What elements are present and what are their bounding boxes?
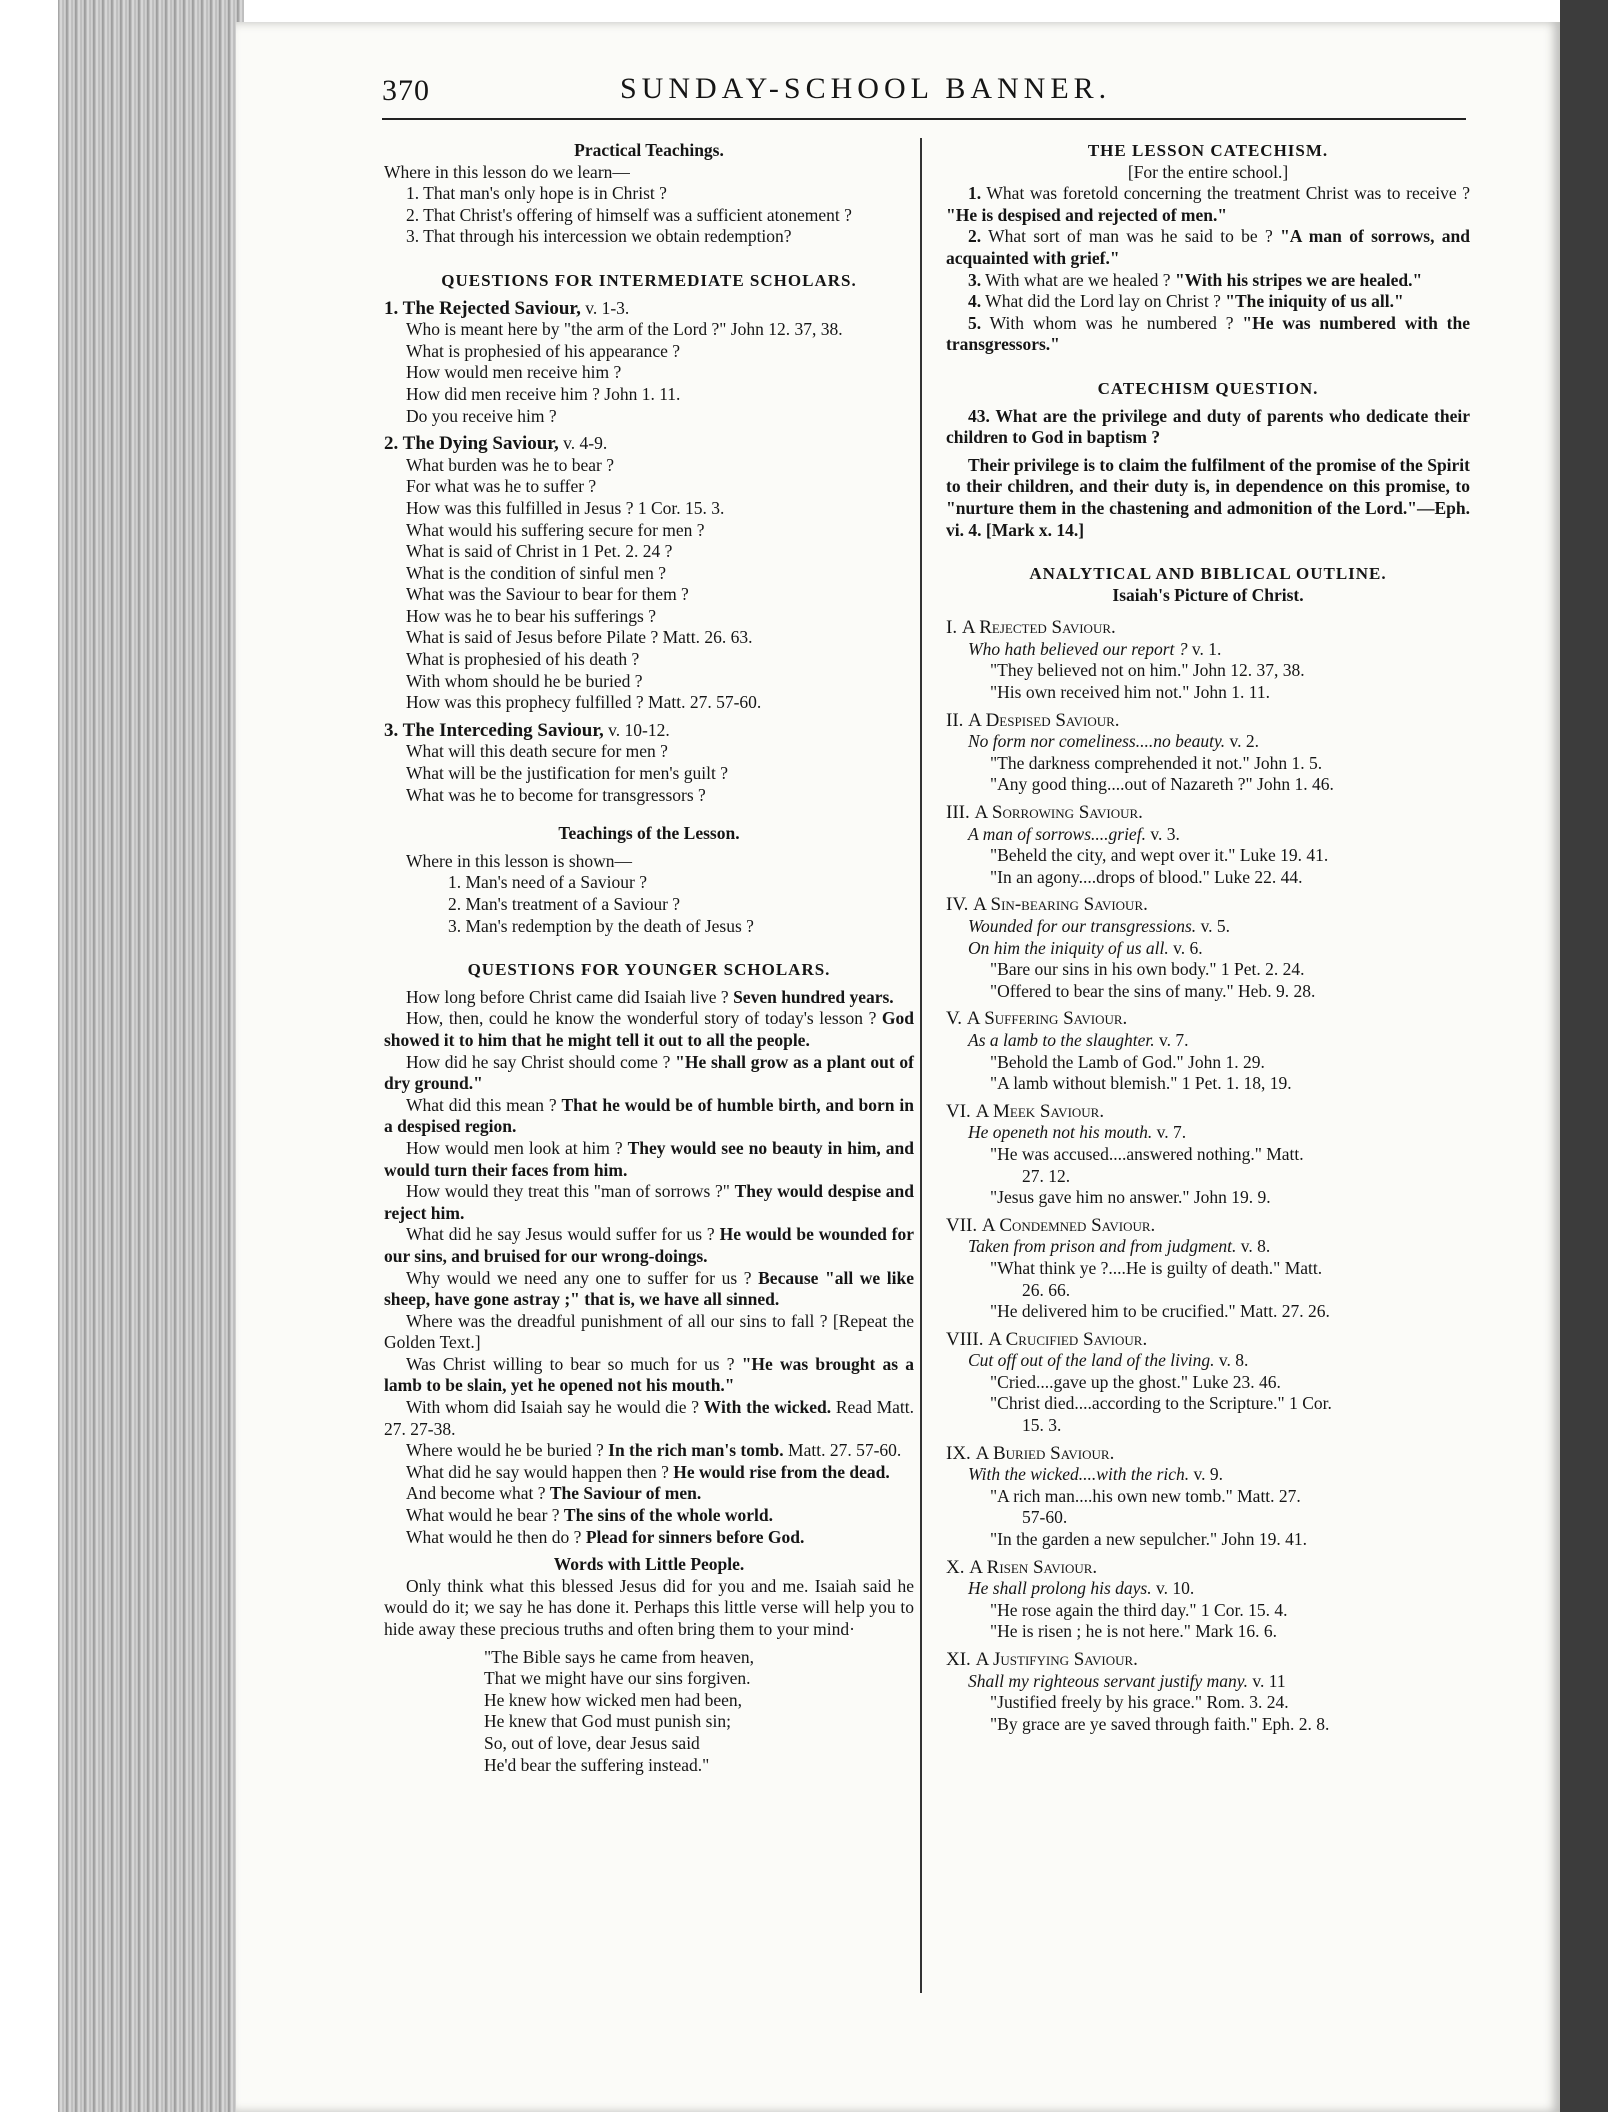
outline-numeral: VIII. xyxy=(946,1328,984,1350)
younger-qa-pair xyxy=(384,1462,914,1484)
intermediate-question: Do you receive him ? xyxy=(406,405,557,426)
outline-section-title xyxy=(946,1008,1470,1030)
younger-answer: "He shall grow as a plant out of dry ground." xyxy=(384,1051,915,1094)
outline-scripture-text: He shall prolong his days. xyxy=(968,1578,1152,1599)
outline-scripture-text: Cut off out of the land of the living. xyxy=(968,1350,1215,1371)
younger-question: What did he say Jesus would suffer for us ? xyxy=(406,1224,715,1245)
younger-answer: The Saviour of men. xyxy=(549,1483,702,1504)
outline-scripture xyxy=(946,1464,1470,1486)
outline-reference: "A lamb without blemish." 1 Pet. 1. 18, 19. xyxy=(990,1073,1292,1094)
catechism-item xyxy=(946,183,1470,226)
catechism-answer-text: Their privilege is to claim the fulfilment of the promise of the Spirit to their children, and their duty is, in dependence on this promise, to "nurture them in the chastening and admonition of the Lord."—Eph. vi. 4. [Mark x. 14.] xyxy=(946,454,1470,540)
younger-question: What would he then do ? xyxy=(406,1526,582,1547)
catechism-item xyxy=(946,226,1470,269)
outline-scripture xyxy=(946,1350,1470,1372)
outline-numeral: X. xyxy=(946,1556,965,1578)
outline-reference: "Any good thing....out of Nazareth ?" John 1. 46. xyxy=(990,774,1334,795)
catechism-question-text: 43. What are the privilege and duty of parents who dedicate their children to God in baptism ? xyxy=(946,405,1470,448)
outline-scripture-text: Taken from prison and from judgment. xyxy=(968,1236,1237,1257)
outline-title: A Buried Saviour. xyxy=(975,1442,1115,1464)
outline-sections xyxy=(946,617,1470,1741)
section-verse-ref: v. 10-12. xyxy=(603,719,670,740)
younger-qa-pair xyxy=(384,1008,914,1051)
outline-reference: "In the garden a new sepulcher." John 19. 41. xyxy=(990,1529,1308,1550)
intermediate-question: How did men receive him ? John 1. 11. xyxy=(406,383,681,404)
outline-reference: "Bare our sins in his own body." 1 Pet. 2. 24. xyxy=(990,959,1305,980)
younger-qa-pair xyxy=(384,1527,914,1549)
outline-verse: v. 9. xyxy=(1189,1464,1224,1485)
outline-reference: "The darkness comprehended it not." John 1. 5. xyxy=(990,752,1323,773)
outline-verse: v. 7. xyxy=(1154,1029,1189,1050)
outline-section-title xyxy=(946,1215,1470,1237)
outline-numeral: VII. xyxy=(946,1214,978,1236)
younger-qa xyxy=(384,987,914,1548)
younger-qa-pair xyxy=(384,1505,914,1527)
younger-question: Where was the dreadful punishment of all our sins to fall ? [Repeat the Golden Text.] xyxy=(384,1310,914,1353)
outline-scripture xyxy=(946,1578,1470,1600)
younger-answer: That he would be of humble birth, and born in a despised region. xyxy=(384,1094,914,1137)
intermediate-heading: QUESTIONS FOR INTERMEDIATE SCHOLARS. xyxy=(441,270,857,290)
catechism-number: 5. xyxy=(968,312,982,333)
catechism-item xyxy=(946,313,1470,356)
younger-question: Was Christ willing to bear so much for us ? xyxy=(406,1353,735,1374)
younger-answer: God showed it to him that he might tell it out to all the people. xyxy=(384,1008,915,1050)
outline-section-title xyxy=(946,802,1470,824)
younger-answer: He would be wounded for our sins, and bruised for our wrong-doings. xyxy=(384,1224,915,1266)
intermediate-section-title xyxy=(384,433,914,455)
catechism-answer: "He was numbered with the transgressors." xyxy=(946,312,1470,355)
catechism-question: What was foretold concerning the treatment Christ was to receive ? xyxy=(981,183,1470,204)
outline-numeral: VI. xyxy=(946,1100,971,1122)
younger-reference: Matt. 27. 57-60. xyxy=(783,1440,902,1461)
outline-verse: v. 7. xyxy=(1152,1122,1187,1143)
catechism-item xyxy=(946,270,1470,292)
outline-title: A Sorrowing Saviour. xyxy=(974,802,1143,824)
outline-reference: "He delivered him to be crucified." Matt. 27. 26. xyxy=(990,1301,1330,1322)
intermediate-question: What was the Saviour to bear for them ? xyxy=(406,584,689,605)
intermediate-question: How was this fulfilled in Jesus ? 1 Cor. 15. 3. xyxy=(406,497,725,518)
outline-reference: "A rich man....his own new tomb." Matt. 27. xyxy=(990,1485,1301,1506)
outline-title: A Suffering Saviour. xyxy=(966,1008,1128,1030)
outline-scripture-text: Who hath believed our report ? xyxy=(968,638,1188,659)
little-people-body: Only think what this blessed Jesus did for you and me. Isaiah said he would do it; we say he has done it. Perhaps this little verse will help you to hide away these precious truths and often bring them to your mind· xyxy=(384,1575,914,1639)
outline-reference: 26. 66. xyxy=(1022,1279,1071,1300)
younger-question: How, then, could he know the wonderful story of today's lesson ? xyxy=(406,1008,877,1029)
outline-scripture-text: As a lamb to the slaughter. xyxy=(968,1029,1155,1050)
outline-verse: v. 6. xyxy=(1168,937,1203,958)
outline-section-title xyxy=(946,1443,1470,1465)
outline-section-title xyxy=(946,1649,1470,1671)
outline-verse: v. 1. xyxy=(1187,638,1222,659)
intermediate-question: What will be the justification for men's guilt ? xyxy=(406,763,728,784)
outline-title: A Risen Saviour. xyxy=(969,1556,1098,1578)
poem xyxy=(384,1647,914,1777)
column-divider xyxy=(920,138,922,1993)
poem-line: So, out of love, dear Jesus said xyxy=(484,1732,700,1753)
outline-numeral: I. xyxy=(946,617,958,639)
catechism-question: What did the Lord lay on Christ ? xyxy=(981,291,1221,312)
intermediate-question: What is the condition of sinful men ? xyxy=(406,562,667,583)
younger-answer: They would despise and reject him. xyxy=(384,1181,914,1223)
right-column xyxy=(946,140,1470,1741)
intermediate-question: How was he to bear his sufferings ? xyxy=(406,605,656,626)
intermediate-question: What burden was he to bear ? xyxy=(406,454,614,475)
younger-answer: They would see no beauty in him, and would turn their faces from him. xyxy=(384,1137,914,1180)
outline-section-title xyxy=(946,617,1470,639)
catechism-answer: "The iniquity of us all." xyxy=(1220,291,1404,312)
outline-reference: "Jesus gave him no answer." John 19. 9. xyxy=(990,1187,1271,1208)
intermediate-question: How would men receive him ? xyxy=(406,362,622,383)
intermediate-question: What was he to become for transgressors ? xyxy=(406,784,706,805)
younger-qa-pair xyxy=(384,1397,914,1440)
page-stack-edge xyxy=(58,0,244,2112)
left-column xyxy=(384,140,914,1776)
younger-qa-pair xyxy=(384,1224,914,1267)
intermediate-question: Who is meant here by "the arm of the Lord ?" John 12. 37, 38. xyxy=(406,319,843,340)
outline-reference: 57-60. xyxy=(1022,1507,1068,1528)
outline-subheading: Isaiah's Picture of Christ. xyxy=(1112,584,1304,605)
younger-qa-pair xyxy=(384,1095,914,1138)
younger-answer: The sins of the whole world. xyxy=(563,1505,773,1526)
outline-title: A Condemned Saviour. xyxy=(981,1214,1156,1236)
outline-reference: "In an agony....drops of blood." Luke 22. 44. xyxy=(990,866,1303,887)
outline-title: A Rejected Saviour. xyxy=(961,617,1116,639)
practical-items xyxy=(384,183,914,248)
outline-scripture-text: Wounded for our transgressions. xyxy=(968,916,1197,936)
teachings-item: 2. Man's treatment of a Saviour ? xyxy=(448,894,681,914)
younger-question: How would they treat this "man of sorrows ?" xyxy=(406,1181,730,1202)
younger-question: With whom did Isaiah say he would die ? xyxy=(406,1397,699,1418)
section-title-text: 3. The Interceding Saviour, xyxy=(384,719,604,741)
catechism-answer: "He is despised and rejected of men." xyxy=(946,204,1228,225)
intermediate-question: What will this death secure for men ? xyxy=(406,741,668,762)
outline-reference: "They believed not on him." John 12. 37, 38. xyxy=(990,660,1305,681)
outline-title: A Meek Saviour. xyxy=(975,1100,1105,1122)
outline-verse: v. 8. xyxy=(1236,1236,1271,1257)
catechism-number: 1. xyxy=(968,183,982,204)
intermediate-question: What is said of Jesus before Pilate ? Matt. 26. 63. xyxy=(406,627,753,648)
younger-qa-pair xyxy=(384,1052,914,1095)
younger-question: How did he say Christ should come ? xyxy=(406,1051,671,1072)
intermediate-question: What is prophesied of his appearance ? xyxy=(406,340,681,361)
poem-line: That we might have our sins forgiven. xyxy=(484,1668,751,1689)
outline-numeral: II. xyxy=(946,709,964,731)
catechism-question: What sort of man was he said to be ? xyxy=(981,226,1273,247)
page-number: 370 xyxy=(382,74,430,107)
poem-line: He knew how wicked men had been, xyxy=(484,1689,743,1710)
outline-title: A Sin-bearing Saviour. xyxy=(973,894,1148,916)
practical-item: 2. That Christ's offering of himself was a sufficient atonement ? xyxy=(406,204,852,225)
little-people-heading: Words with Little People. xyxy=(553,1554,745,1575)
outline-section-title xyxy=(946,894,1470,916)
outline-scripture-text: A man of sorrows....grief. xyxy=(968,823,1146,844)
teachings-heading: Teachings of the Lesson. xyxy=(558,823,740,844)
outline-reference: 15. 3. xyxy=(1022,1415,1062,1436)
intermediate-section-title xyxy=(384,720,914,742)
outline-reference: "Cried....gave up the ghost." Luke 23. 46. xyxy=(990,1371,1281,1392)
younger-answer: Seven hundred years. xyxy=(733,986,894,1007)
teachings-items xyxy=(384,872,914,937)
poem-line: He knew that God must punish sin; xyxy=(484,1711,731,1732)
catechism-number: 4. xyxy=(968,291,982,312)
practical-item: 3. That through his intercession we obtain redemption? xyxy=(406,226,792,247)
younger-qa-pair xyxy=(384,1181,914,1224)
running-title: SUNDAY-SCHOOL BANNER. xyxy=(620,72,1112,105)
younger-qa-pair xyxy=(384,1268,914,1311)
lesson-catechism-sub: [For the entire school.] xyxy=(1127,161,1289,182)
outline-reference: 27. 12. xyxy=(1022,1165,1071,1186)
outline-numeral: IV. xyxy=(946,894,969,916)
header-rule xyxy=(382,118,1466,120)
practical-intro: Where in this lesson do we learn— xyxy=(384,161,630,182)
outline-scripture xyxy=(946,824,1470,846)
lesson-catechism-heading: THE LESSON CATECHISM. xyxy=(1087,141,1329,160)
teachings-item: 1. Man's need of a Saviour ? xyxy=(448,872,648,893)
outline-verse: v. 2. xyxy=(1225,731,1260,752)
spacer xyxy=(946,1735,1470,1741)
younger-question: What did this mean ? xyxy=(406,1094,557,1115)
poem-line: He'd bear the suffering instead." xyxy=(484,1754,710,1775)
younger-answer: Plead for sinners before God. xyxy=(585,1526,805,1547)
outline-scripture-text: With the wicked....with the rich. xyxy=(968,1464,1190,1485)
outline-scripture xyxy=(946,639,1470,661)
outline-reference: "He was accused....answered nothing." Matt. xyxy=(990,1143,1304,1164)
outline-title: A Justifying Saviour. xyxy=(975,1649,1138,1670)
intermediate-question: What would his suffering secure for men ? xyxy=(406,519,705,540)
outline-section-title xyxy=(946,1101,1470,1123)
intermediate-question: What is prophesied of his death ? xyxy=(406,649,640,670)
younger-qa-pair xyxy=(384,1440,914,1462)
outline-scripture-text: He openeth not his mouth. xyxy=(968,1122,1153,1143)
outline-scripture-text: Shall my righteous servant justify many. xyxy=(968,1670,1248,1691)
outline-scripture xyxy=(946,916,1470,938)
intermediate-question: How was this prophecy fulfilled ? Matt. 27. 57-60. xyxy=(406,692,762,713)
intermediate-section-title xyxy=(384,298,914,320)
catechism-number: 2. xyxy=(968,226,982,247)
outline-scripture-text: No form nor comeliness....no beauty. xyxy=(968,731,1226,752)
poem-line: "The Bible says he came from heaven, xyxy=(484,1646,755,1667)
younger-question: Where would he be buried ? xyxy=(406,1440,604,1461)
outline-numeral: III. xyxy=(946,802,970,824)
practical-teachings-heading: Practical Teachings. xyxy=(574,140,724,160)
catechism-question: With whom was he numbered ? xyxy=(981,312,1234,333)
outline-reference: "His own received him not." John 1. 11. xyxy=(990,682,1270,703)
outline-section-title xyxy=(946,710,1470,732)
catechism-answer: "A man of sorrows, and acquainted with grief." xyxy=(946,226,1470,268)
outline-scripture xyxy=(946,731,1470,753)
younger-answer: In the rich man's tomb. xyxy=(608,1440,784,1461)
outline-reference: "What think ye ?....He is guilty of death." Matt. xyxy=(990,1257,1323,1278)
outline-section-title xyxy=(946,1557,1470,1579)
teachings-intro: Where in this lesson is shown— xyxy=(406,850,633,871)
outline-numeral: XI. xyxy=(946,1649,971,1670)
younger-question: How would men look at him ? xyxy=(406,1137,623,1158)
outline-title: A Despised Saviour. xyxy=(968,709,1120,731)
younger-question: What would he bear ? xyxy=(406,1505,560,1526)
outline-title: A Crucified Saviour. xyxy=(988,1328,1148,1350)
outline-reference: "Christ died....according to the Scripture." 1 Cor. xyxy=(990,1393,1332,1414)
younger-question: Why would we need any one to suffer for us ? xyxy=(406,1267,752,1288)
outline-scripture xyxy=(946,1030,1470,1052)
catechism-number: 3. xyxy=(968,269,982,290)
intermediate-question: With whom should he be buried ? xyxy=(406,670,643,691)
outline-verse: v. 11 xyxy=(1247,1670,1286,1691)
outline-scripture xyxy=(946,938,1470,960)
younger-answer: With the wicked. xyxy=(703,1397,832,1418)
outline-verse: v. 10. xyxy=(1151,1578,1195,1599)
younger-qa-pair xyxy=(384,987,914,1009)
outline-scripture xyxy=(946,1236,1470,1258)
outline-verse: v. 5. xyxy=(1196,916,1231,936)
younger-answer: He would rise from the dead. xyxy=(673,1461,890,1482)
younger-question: How long before Christ came did Isaiah live ? xyxy=(406,986,729,1007)
intermediate-question: For what was he to suffer ? xyxy=(406,476,597,497)
younger-qa-pair xyxy=(384,1483,914,1505)
outline-reference: "He rose again the third day." 1 Cor. 15. 4. xyxy=(990,1599,1288,1620)
younger-question: What did he say would happen then ? xyxy=(406,1461,669,1482)
outline-reference: "Justified freely by his grace." Rom. 3. 24. xyxy=(990,1692,1289,1713)
outline-reference: "By grace are ye saved through faith." Eph. 2. 8. xyxy=(990,1713,1330,1734)
catechism-item xyxy=(946,291,1470,313)
section-verse-ref: v. 4-9. xyxy=(558,433,608,454)
catechism-items xyxy=(946,183,1470,356)
catechism-question: With what are we healed ? xyxy=(981,269,1171,290)
outline-verse: v. 8. xyxy=(1214,1350,1249,1371)
outline-reference: "He is risen ; he is not here." Mark 16. 6. xyxy=(990,1621,1277,1642)
outline-heading: ANALYTICAL AND BIBLICAL OUTLINE. xyxy=(1029,564,1387,584)
younger-qa-pair xyxy=(384,1138,914,1181)
catechism-question-heading: CATECHISM QUESTION. xyxy=(1097,378,1319,398)
younger-answer: "He was brought as a lamb to be slain, yet he opened not his mouth." xyxy=(384,1353,914,1396)
teachings-item: 3. Man's redemption by the death of Jesus ? xyxy=(448,915,754,936)
younger-answer: Because "all we like sheep, have gone astray ;" that is, we have all sinned. xyxy=(384,1267,914,1310)
outline-reference: "Behold the Lamb of God." John 1. 29. xyxy=(990,1051,1265,1072)
catechism-answer: "With his stripes we are healed." xyxy=(1170,269,1423,290)
younger-question: And become what ? xyxy=(406,1483,546,1504)
outline-scripture xyxy=(946,1122,1470,1144)
outline-numeral: V. xyxy=(946,1008,963,1030)
intermediate-question: What is said of Christ in 1 Pet. 2. 24 ? xyxy=(406,541,673,562)
practical-item: 1. That man's only hope is in Christ ? xyxy=(406,183,667,204)
younger-qa-pair xyxy=(384,1354,914,1397)
outline-scripture xyxy=(946,1671,1470,1693)
section-title-text: 1. The Rejected Saviour, xyxy=(384,297,581,319)
outline-numeral: IX. xyxy=(946,1442,971,1464)
younger-qa-pair xyxy=(384,1311,914,1354)
section-title-text: 2. The Dying Saviour, xyxy=(384,433,559,455)
outline-section-title xyxy=(946,1329,1470,1351)
outline-reference: "Offered to bear the sins of many." Heb. 9. 28. xyxy=(990,980,1316,1001)
younger-reference: Read Matt. 27. 27-38. xyxy=(384,1397,914,1439)
outline-verse: v. 3. xyxy=(1145,823,1180,844)
intermediate-sections xyxy=(384,298,914,813)
outline-reference: "Beheld the city, and wept over it." Luke 19. 41. xyxy=(990,845,1329,866)
younger-heading: QUESTIONS FOR YOUNGER SCHOLARS. xyxy=(467,960,831,980)
outline-scripture-text: On him the iniquity of us all. xyxy=(968,937,1169,958)
section-verse-ref: v. 1-3. xyxy=(580,297,630,318)
